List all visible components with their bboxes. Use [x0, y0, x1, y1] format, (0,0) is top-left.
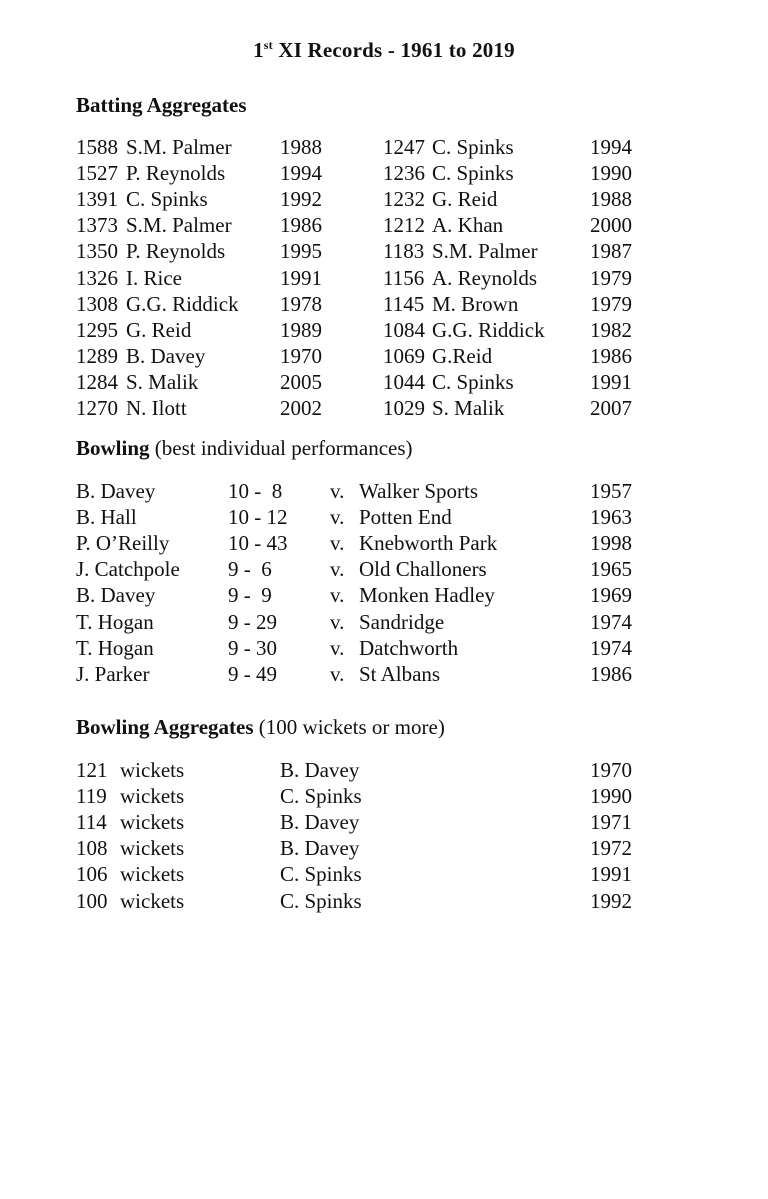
table-row	[0, 889, 768, 915]
bowler-name-cell: T. Hogan	[76, 609, 154, 634]
wicket-count-cell: 108	[76, 836, 108, 861]
year-cell: 1995	[280, 239, 322, 264]
versus-cell: v.	[330, 661, 345, 686]
versus-cell: v.	[330, 609, 345, 634]
runs-cell: 1270	[76, 396, 118, 420]
player-name-cell: C. Spinks	[126, 187, 208, 212]
table-row	[0, 810, 768, 836]
table-row	[0, 292, 768, 318]
table-row	[0, 370, 768, 396]
opponent-cell: Knebworth Park	[359, 531, 498, 556]
runs-cell: 1373	[76, 213, 118, 238]
runs-cell: 1212	[383, 213, 425, 238]
opponent-cell: Sandridge	[359, 609, 445, 634]
bowler-name-cell: T. Hogan	[76, 635, 154, 660]
wicket-unit-cell: wickets	[120, 862, 185, 887]
table-row	[0, 135, 768, 161]
versus-cell: v.	[330, 583, 345, 608]
runs-cell: 1183	[383, 239, 425, 264]
versus-cell: v.	[330, 505, 345, 530]
wicket-count-cell: 100	[76, 888, 108, 913]
player-name-cell: I. Rice	[126, 265, 182, 290]
bowler-name-cell: C. Spinks	[280, 784, 362, 809]
player-name-cell: S.M. Palmer	[126, 213, 232, 238]
year-cell: 1979	[590, 265, 632, 290]
runs-cell: 1326	[76, 265, 118, 290]
table-row	[0, 836, 768, 862]
table-row	[0, 479, 768, 505]
player-name-cell: G.Reid	[432, 343, 493, 368]
opponent-cell: Potten End	[359, 505, 452, 530]
table-row	[0, 396, 768, 422]
runs-cell: 1232	[383, 187, 425, 212]
year-cell: 1972	[590, 836, 632, 861]
bowler-name-cell: C. Spinks	[280, 862, 362, 887]
year-cell: 1969	[590, 583, 632, 608]
player-name-cell: C. Spinks	[432, 161, 514, 186]
opponent-cell: Walker Sports	[359, 479, 479, 503]
runs-cell: 1284	[76, 369, 118, 394]
runs-cell: 1044	[383, 369, 425, 394]
runs-cell: 1069	[383, 343, 425, 368]
bowler-name-cell: B. Davey	[280, 810, 360, 835]
year-cell: 1988	[280, 135, 322, 159]
player-name-cell: A. Reynolds	[432, 265, 537, 290]
year-cell: 1978	[280, 291, 322, 316]
wicket-count-cell: 106	[76, 862, 108, 887]
year-cell: 1974	[590, 635, 632, 660]
bowler-name-cell: P. O’Reilly	[76, 531, 170, 556]
player-name-cell: P. Reynolds	[126, 161, 226, 186]
player-name-cell: N. Ilott	[126, 396, 187, 420]
player-name-cell: C. Spinks	[432, 135, 514, 159]
year-cell: 1994	[590, 135, 632, 159]
year-cell: 1988	[590, 187, 632, 212]
versus-cell: v.	[330, 635, 345, 660]
runs-cell: 1084	[383, 317, 425, 342]
runs-cell: 1391	[76, 187, 118, 212]
table-row	[0, 784, 768, 810]
runs-cell: 1308	[76, 291, 118, 316]
table-row	[0, 161, 768, 187]
runs-cell: 1588	[76, 135, 118, 159]
player-name-cell: B. Davey	[126, 343, 206, 368]
year-cell: 1990	[590, 161, 632, 186]
year-cell: 1991	[280, 265, 322, 290]
year-cell: 1970	[590, 758, 632, 782]
year-cell: 1965	[590, 557, 632, 582]
year-cell: 1990	[590, 784, 632, 809]
player-name-cell: G.G. Riddick	[432, 317, 545, 342]
year-cell: 1986	[590, 343, 632, 368]
bowling-aggregates-subheading: (100 wickets or more)	[258, 715, 445, 739]
player-name-cell: P. Reynolds	[126, 239, 226, 264]
year-cell: 2005	[280, 369, 322, 394]
year-cell: 1991	[590, 369, 632, 394]
bowler-name-cell: B. Davey	[76, 479, 156, 503]
player-name-cell: M. Brown	[432, 291, 519, 316]
player-name-cell: G. Reid	[432, 187, 498, 212]
year-cell: 1987	[590, 239, 632, 264]
bowler-name-cell: J. Catchpole	[76, 557, 180, 582]
batting-heading	[76, 93, 247, 118]
table-row	[0, 318, 768, 344]
bowler-name-cell: C. Spinks	[280, 888, 362, 913]
wicket-unit-cell: wickets	[120, 758, 185, 782]
year-cell: 1986	[590, 661, 632, 686]
runs-cell: 1295	[76, 317, 118, 342]
bowling-aggregates-heading-text: Bowling Aggregates	[76, 715, 254, 739]
title-rest: XI Records - 1961 to 2019	[272, 38, 515, 62]
bowler-name-cell: B. Davey	[280, 758, 360, 782]
year-cell: 1974	[590, 609, 632, 634]
player-name-cell: G. Reid	[126, 317, 192, 342]
bowler-name-cell: B. Davey	[280, 836, 360, 861]
runs-cell: 1145	[383, 291, 425, 316]
wicket-count-cell: 114	[76, 810, 107, 835]
year-cell: 1992	[590, 888, 632, 913]
runs-cell: 1527	[76, 161, 118, 186]
year-cell: 1979	[590, 291, 632, 316]
page-title	[0, 38, 768, 63]
title-prefix: 1	[253, 38, 264, 62]
bowling-heading-text: Bowling	[76, 436, 150, 460]
table-row	[0, 239, 768, 265]
wicket-count-cell: 121	[76, 758, 108, 782]
table-row	[0, 344, 768, 370]
figures-cell: 10 - 43	[228, 531, 288, 556]
table-row	[0, 662, 768, 688]
year-cell: 1963	[590, 505, 632, 530]
player-name-cell: A. Khan	[432, 213, 504, 238]
figures-cell: 9 - 9	[228, 583, 272, 608]
table-row	[0, 610, 768, 636]
table-row	[0, 505, 768, 531]
figures-cell: 9 - 49	[228, 661, 277, 686]
runs-cell: 1029	[383, 396, 425, 420]
table-row	[0, 862, 768, 888]
wicket-unit-cell: wickets	[120, 784, 185, 809]
player-name-cell: S.M. Palmer	[432, 239, 538, 264]
table-row	[0, 557, 768, 583]
runs-cell: 1289	[76, 343, 118, 368]
year-cell: 1971	[590, 810, 632, 835]
table-row	[0, 187, 768, 213]
year-cell: 1986	[280, 213, 322, 238]
versus-cell: v.	[330, 557, 345, 582]
table-row	[0, 531, 768, 557]
player-name-cell: S.M. Palmer	[126, 135, 232, 159]
year-cell: 1994	[280, 161, 322, 186]
figures-cell: 10 - 8	[228, 479, 283, 503]
bowling-heading	[76, 436, 413, 461]
bowling-aggregates-heading	[76, 715, 445, 740]
title-superscript: st	[263, 38, 273, 52]
year-cell: 1957	[590, 479, 632, 503]
wicket-unit-cell: wickets	[120, 888, 185, 913]
versus-cell: v.	[330, 531, 345, 556]
runs-cell: 1156	[383, 265, 425, 290]
wicket-unit-cell: wickets	[120, 836, 185, 861]
bowler-name-cell: B. Davey	[76, 583, 156, 608]
versus-cell: v.	[330, 479, 345, 503]
bowling-subheading: (best individual performances)	[154, 436, 413, 460]
wicket-count-cell: 119	[76, 784, 107, 809]
runs-cell: 1350	[76, 239, 118, 264]
year-cell: 1989	[280, 317, 322, 342]
bowler-name-cell: J. Parker	[76, 661, 150, 686]
player-name-cell: S. Malik	[126, 369, 199, 394]
year-cell: 2002	[280, 396, 322, 420]
year-cell: 2000	[590, 213, 632, 238]
table-row	[0, 758, 768, 784]
year-cell: 1982	[590, 317, 632, 342]
opponent-cell: Monken Hadley	[359, 583, 495, 608]
figures-cell: 9 - 30	[228, 635, 277, 660]
year-cell: 2007	[590, 396, 632, 420]
table-row	[0, 213, 768, 239]
opponent-cell: Old Challoners	[359, 557, 487, 582]
year-cell: 1998	[590, 531, 632, 556]
player-name-cell: G.G. Riddick	[126, 291, 239, 316]
runs-cell: 1247	[383, 135, 425, 159]
year-cell: 1991	[590, 862, 632, 887]
bowler-name-cell: B. Hall	[76, 505, 137, 530]
player-name-cell: S. Malik	[432, 396, 505, 420]
figures-cell: 10 - 12	[228, 505, 288, 530]
opponent-cell: St Albans	[359, 661, 441, 686]
year-cell: 1970	[280, 343, 322, 368]
table-row	[0, 583, 768, 609]
figures-cell: 9 - 29	[228, 609, 277, 634]
figures-cell: 9 - 6	[228, 557, 272, 582]
runs-cell: 1236	[383, 161, 425, 186]
batting-heading-text: Batting Aggregates	[76, 93, 247, 117]
opponent-cell: Datchworth	[359, 635, 459, 660]
table-row	[0, 636, 768, 662]
table-row	[0, 266, 768, 292]
year-cell: 1992	[280, 187, 322, 212]
player-name-cell: C. Spinks	[432, 369, 514, 394]
wicket-unit-cell: wickets	[120, 810, 185, 835]
